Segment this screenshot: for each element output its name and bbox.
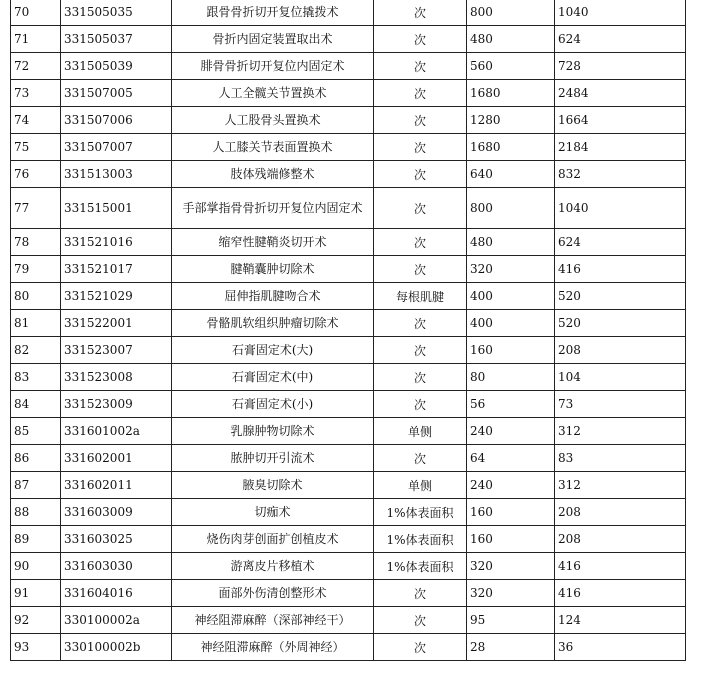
price-1-cell: 240 — [467, 472, 555, 499]
table-row — [11, 418, 686, 445]
table-row — [11, 607, 686, 634]
item-name-cell: 游离皮片移植术 — [172, 553, 374, 580]
price-1-cell: 160 — [467, 337, 555, 364]
unit-cell: 每根肌腱 — [374, 283, 467, 310]
item-code-cell: 331603009 — [61, 499, 172, 526]
price-1-cell: 320 — [467, 256, 555, 283]
price-1-cell: 240 — [467, 418, 555, 445]
row-number-cell: 70 — [11, 0, 61, 26]
item-code-cell: 331507007 — [61, 134, 172, 161]
price-1-cell: 320 — [467, 553, 555, 580]
price-1-cell: 160 — [467, 526, 555, 553]
row-number-cell: 84 — [11, 391, 61, 418]
row-number-cell: 88 — [11, 499, 61, 526]
item-name-cell: 骨骼肌软组织肿瘤切除术 — [172, 310, 374, 337]
price-2-cell: 208 — [555, 499, 686, 526]
price-2-cell: 624 — [555, 229, 686, 256]
item-code-cell: 331603025 — [61, 526, 172, 553]
price-1-cell: 160 — [467, 499, 555, 526]
price-2-cell: 312 — [555, 472, 686, 499]
price-2-cell: 36 — [555, 634, 686, 661]
unit-cell: 次 — [374, 0, 467, 26]
item-name-cell: 面部外伤清创整形术 — [172, 580, 374, 607]
price-2-cell: 416 — [555, 256, 686, 283]
table-row — [11, 364, 686, 391]
item-code-cell: 331603030 — [61, 553, 172, 580]
item-code-cell: 331505035 — [61, 0, 172, 26]
row-number-cell: 71 — [11, 26, 61, 53]
item-code-cell: 331602001 — [61, 445, 172, 472]
item-name-cell: 乳腺肿物切除术 — [172, 418, 374, 445]
item-name-cell: 石膏固定术(大) — [172, 337, 374, 364]
table-row — [11, 0, 686, 26]
table-row — [11, 580, 686, 607]
unit-cell: 次 — [374, 26, 467, 53]
price-2-cell: 2184 — [555, 134, 686, 161]
price-2-cell: 1664 — [555, 107, 686, 134]
price-2-cell: 208 — [555, 337, 686, 364]
price-1-cell: 400 — [467, 310, 555, 337]
item-code-cell: 331601002a — [61, 418, 172, 445]
unit-cell: 次 — [374, 107, 467, 134]
unit-cell: 次 — [374, 256, 467, 283]
item-code-cell: 331522001 — [61, 310, 172, 337]
row-number-cell: 86 — [11, 445, 61, 472]
table-row — [11, 310, 686, 337]
item-code-cell: 331521029 — [61, 283, 172, 310]
item-code-cell: 331507005 — [61, 80, 172, 107]
unit-cell: 次 — [374, 188, 467, 229]
unit-cell: 次 — [374, 337, 467, 364]
unit-cell: 次 — [374, 391, 467, 418]
price-1-cell: 800 — [467, 0, 555, 26]
price-2-cell: 520 — [555, 310, 686, 337]
row-number-cell: 72 — [11, 53, 61, 80]
price-2-cell: 416 — [555, 580, 686, 607]
item-name-cell: 人工股骨头置换术 — [172, 107, 374, 134]
price-1-cell: 56 — [467, 391, 555, 418]
price-1-cell: 320 — [467, 580, 555, 607]
item-code-cell: 331515001 — [61, 188, 172, 229]
row-number-cell: 73 — [11, 80, 61, 107]
item-code-cell: 331513003 — [61, 161, 172, 188]
unit-cell: 单侧 — [374, 472, 467, 499]
row-number-cell: 77 — [11, 188, 61, 229]
table-row — [11, 107, 686, 134]
item-code-cell: 331523008 — [61, 364, 172, 391]
item-name-cell: 脓肿切开引流术 — [172, 445, 374, 472]
row-number-cell: 78 — [11, 229, 61, 256]
table-row — [11, 526, 686, 553]
item-name-cell: 切痂术 — [172, 499, 374, 526]
item-name-cell: 烧伤肉芽创面扩创植皮术 — [172, 526, 374, 553]
item-name-cell: 腱鞘囊肿切除术 — [172, 256, 374, 283]
price-2-cell: 520 — [555, 283, 686, 310]
item-code-cell: 331523009 — [61, 391, 172, 418]
item-name-cell: 石膏固定术(中) — [172, 364, 374, 391]
price-2-cell: 1040 — [555, 188, 686, 229]
row-number-cell: 93 — [11, 634, 61, 661]
price-2-cell: 2484 — [555, 80, 686, 107]
price-2-cell: 104 — [555, 364, 686, 391]
item-name-cell: 人工全髋关节置换术 — [172, 80, 374, 107]
row-number-cell: 81 — [11, 310, 61, 337]
price-1-cell: 64 — [467, 445, 555, 472]
price-1-cell: 80 — [467, 364, 555, 391]
row-number-cell: 89 — [11, 526, 61, 553]
item-name-cell: 神经阻滞麻醉（外周神经） — [172, 634, 374, 661]
row-number-cell: 80 — [11, 283, 61, 310]
unit-cell: 次 — [374, 364, 467, 391]
table-row — [11, 553, 686, 580]
price-2-cell: 416 — [555, 553, 686, 580]
item-name-cell: 石膏固定术(小) — [172, 391, 374, 418]
table-row — [11, 283, 686, 310]
unit-cell: 次 — [374, 580, 467, 607]
item-code-cell: 330100002a — [61, 607, 172, 634]
price-2-cell: 624 — [555, 26, 686, 53]
price-1-cell: 560 — [467, 53, 555, 80]
price-1-cell: 800 — [467, 188, 555, 229]
unit-cell: 次 — [374, 53, 467, 80]
table-row — [11, 337, 686, 364]
row-number-cell: 79 — [11, 256, 61, 283]
table-row — [11, 229, 686, 256]
price-1-cell: 28 — [467, 634, 555, 661]
row-number-cell: 83 — [11, 364, 61, 391]
unit-cell: 次 — [374, 310, 467, 337]
price-2-cell: 208 — [555, 526, 686, 553]
item-code-cell: 331602011 — [61, 472, 172, 499]
unit-cell: 1%体表面积 — [374, 499, 467, 526]
row-number-cell: 91 — [11, 580, 61, 607]
price-2-cell: 83 — [555, 445, 686, 472]
row-number-cell: 75 — [11, 134, 61, 161]
price-2-cell: 1040 — [555, 0, 686, 26]
row-number-cell: 90 — [11, 553, 61, 580]
unit-cell: 次 — [374, 229, 467, 256]
row-number-cell: 82 — [11, 337, 61, 364]
table-row — [11, 445, 686, 472]
price-1-cell: 400 — [467, 283, 555, 310]
table-row — [11, 634, 686, 661]
item-code-cell: 331523007 — [61, 337, 172, 364]
table-row — [11, 499, 686, 526]
price-1-cell: 480 — [467, 26, 555, 53]
table-row — [11, 188, 686, 229]
price-1-cell: 640 — [467, 161, 555, 188]
price-1-cell: 1280 — [467, 107, 555, 134]
fee-table-body — [11, 0, 686, 661]
item-name-cell: 腓骨骨折切开复位内固定术 — [172, 53, 374, 80]
table-row — [11, 134, 686, 161]
price-1-cell: 480 — [467, 229, 555, 256]
price-1-cell: 95 — [467, 607, 555, 634]
item-code-cell: 331604016 — [61, 580, 172, 607]
item-name-cell: 腋臭切除术 — [172, 472, 374, 499]
price-2-cell: 73 — [555, 391, 686, 418]
item-name-cell: 骨折内固定装置取出术 — [172, 26, 374, 53]
item-code-cell: 331505039 — [61, 53, 172, 80]
row-number-cell: 76 — [11, 161, 61, 188]
table-row — [11, 26, 686, 53]
item-code-cell: 331521016 — [61, 229, 172, 256]
fee-table — [10, 0, 686, 661]
unit-cell: 次 — [374, 80, 467, 107]
row-number-cell: 74 — [11, 107, 61, 134]
table-row — [11, 53, 686, 80]
unit-cell: 次 — [374, 607, 467, 634]
unit-cell: 次 — [374, 161, 467, 188]
item-code-cell: 331505037 — [61, 26, 172, 53]
unit-cell: 单侧 — [374, 418, 467, 445]
item-name-cell: 人工膝关节表面置换术 — [172, 134, 374, 161]
row-number-cell: 87 — [11, 472, 61, 499]
price-1-cell: 1680 — [467, 134, 555, 161]
price-2-cell: 312 — [555, 418, 686, 445]
item-code-cell: 331521017 — [61, 256, 172, 283]
table-row — [11, 472, 686, 499]
price-2-cell: 832 — [555, 161, 686, 188]
item-code-cell: 331507006 — [61, 107, 172, 134]
price-2-cell: 124 — [555, 607, 686, 634]
item-name-cell: 手部掌指骨骨折切开复位内固定术 — [172, 188, 374, 229]
price-1-cell: 1680 — [467, 80, 555, 107]
item-code-cell: 330100002b — [61, 634, 172, 661]
item-name-cell: 跟骨骨折切开复位撬拨术 — [172, 0, 374, 26]
unit-cell: 1%体表面积 — [374, 526, 467, 553]
unit-cell: 次 — [374, 634, 467, 661]
table-row — [11, 391, 686, 418]
unit-cell: 1%体表面积 — [374, 553, 467, 580]
price-2-cell: 728 — [555, 53, 686, 80]
table-row — [11, 80, 686, 107]
item-name-cell: 神经阻滞麻醉（深部神经干） — [172, 607, 374, 634]
row-number-cell: 85 — [11, 418, 61, 445]
table-row — [11, 256, 686, 283]
table-row — [11, 161, 686, 188]
unit-cell: 次 — [374, 445, 467, 472]
item-name-cell: 缩窄性腱鞘炎切开术 — [172, 229, 374, 256]
unit-cell: 次 — [374, 134, 467, 161]
row-number-cell: 92 — [11, 607, 61, 634]
item-name-cell: 屈伸指肌腱吻合术 — [172, 283, 374, 310]
item-name-cell: 肢体残端修整术 — [172, 161, 374, 188]
